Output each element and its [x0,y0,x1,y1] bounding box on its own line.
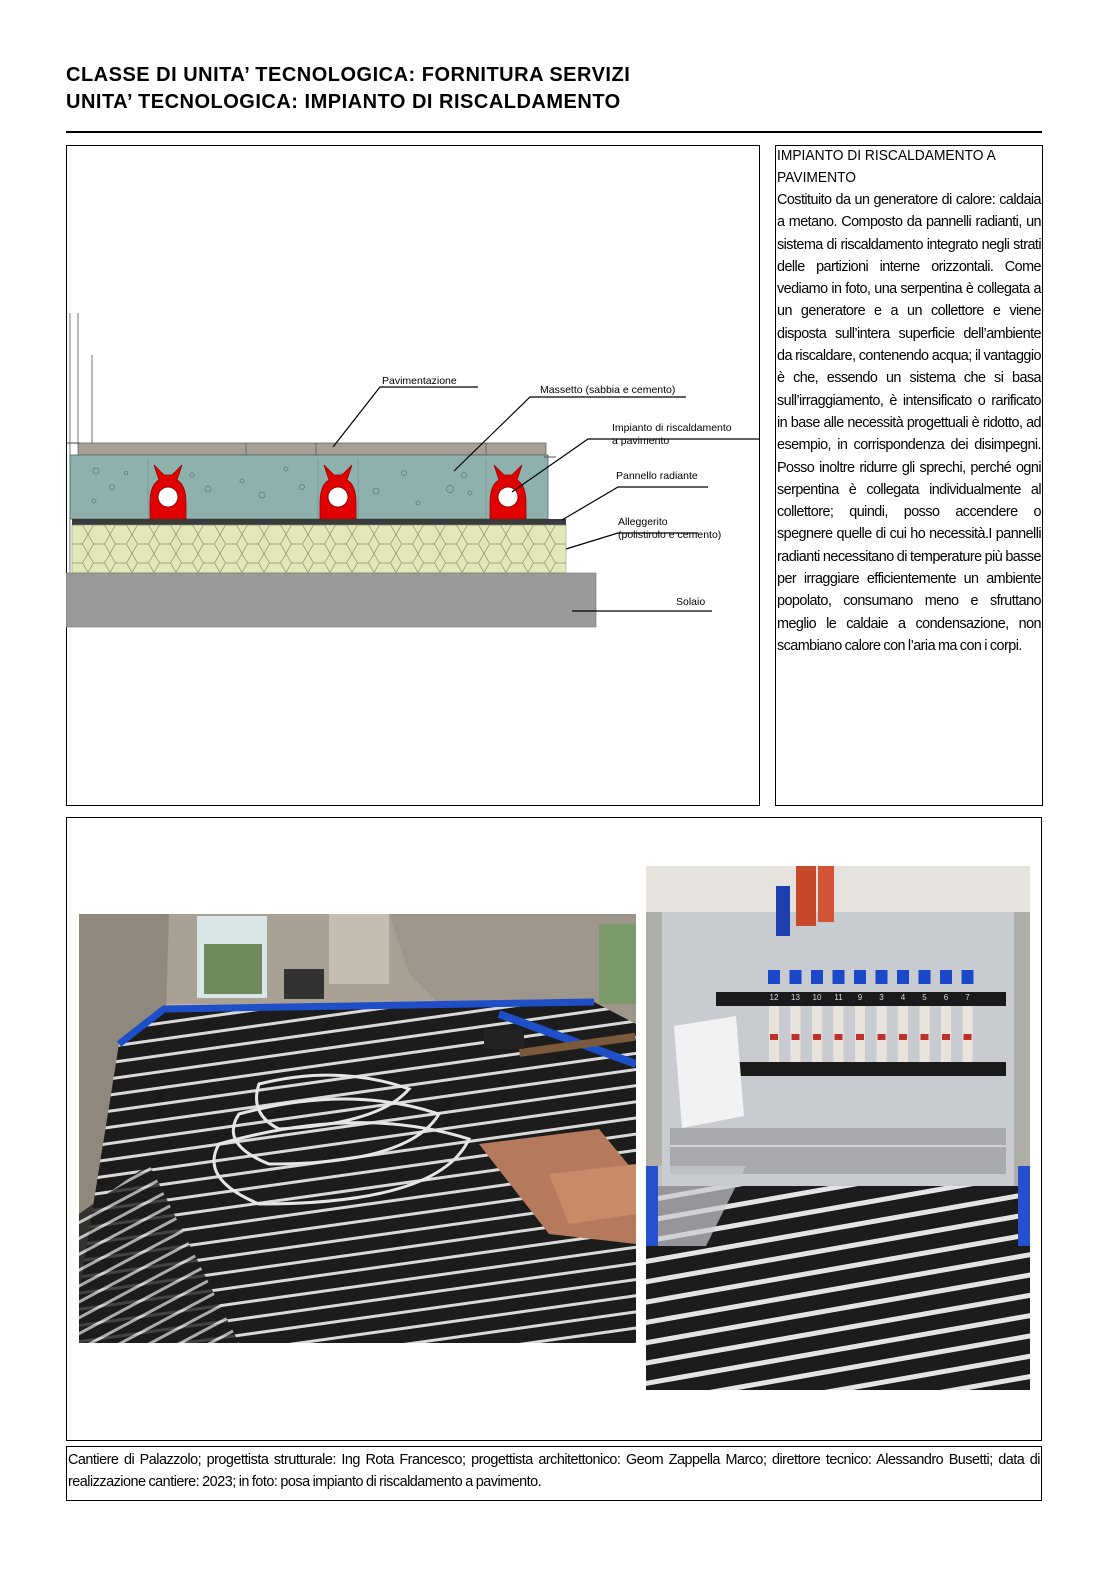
manifold-number: 5 [922,993,927,1002]
manifold-number: 4 [900,993,906,1002]
label-pannello: Pannello radiante [616,470,698,482]
valve-indicator [921,1034,929,1040]
manifold-number: 9 [857,993,863,1002]
screed-layer [70,455,548,519]
valve-indicator [942,1034,950,1040]
valve-indicator [770,1034,778,1040]
unit-class-heading: CLASSE DI UNITA’ TECNOLOGICA: FORNITURA SERVIZI [66,64,631,86]
valve-indicator [792,1034,800,1040]
manifold-number: 12 [769,993,779,1002]
valve-indicator [899,1034,907,1040]
description-body: Costituito da un generatore di calore: caldaia a metano. Composto da pannelli radianti, un sistema di riscaldamento integrato negli strati delle partizioni interne orizzontali. Come vediamo in foto, una serpentina è collegata a un generatore e a un collettore e viene disposta sull’intera superficie dell’ambiente da riscaldare, contenendo acqua; il vantaggio è che, essendo un sistema che si basa sull’irraggiamento, è intensificato o rarificato in base alle necessità progettuali è ridotto, ad esempio, in corrispondenza dei disimpegni. Posso inoltre ridurre gli sprechi, perché ogni serpentina è collegata individualmente al collettore; quindi, posso accendere o spegnere quelle di cui ho necessità.I pannelli radianti necessitano di temperature più basse per irraggiare efficientemente un ambiente popolato, consumano meno e sfruttano meglio le caldaie a condensazione, non scambiano calore con l’aria ma con i corpi. [777,192,1041,654]
photo-caption: Cantiere di Palazzolo; progettista strutturale: Ing Rota Francesco; progettista architettonico: Geom Zappella Marco; direttore tecnico: Alessandro Busetti; data di realizzazione cantiere: 2023; in foto: posa impianto di riscaldamento a pavimento. [68,1452,1040,1490]
valve-cap [811,970,823,984]
description-title: IMPIANTO DI RISCALDAMENTO A PAVIMENTO [777,147,996,186]
manifold-photo [646,866,1030,1390]
label-alleggerito-line2: (polistirolo e cemento) [618,529,722,541]
valve-indicator [878,1034,886,1040]
valve-cap [768,970,780,984]
header-rule [66,131,1042,133]
manifold-number: 3 [879,993,884,1002]
valve-cap [962,970,974,984]
slab-layer [66,573,596,627]
floor-section-diagram [66,145,760,806]
valve-indicator [835,1034,843,1040]
valve-cap [854,970,866,984]
manifold-number: 7 [965,993,970,1002]
valve-cap [833,970,845,984]
radiant-panel-layer [72,519,566,525]
manifold-number: 13 [791,993,800,1002]
valve-indicator [856,1034,864,1040]
valve-indicator [964,1034,972,1040]
valve-cap [940,970,952,984]
unit-heading: UNITA’ TECNOLOGICA: IMPIANTO DI RISCALDAMENTO [66,91,621,113]
label-solaio: Solaio [676,596,706,608]
manifold-number: 6 [943,993,949,1002]
label-pavimentazione: Pavimentazione [382,375,457,387]
valve-cap [790,970,802,984]
manifold-number: 10 [812,993,822,1002]
floor-heating-photo [79,914,636,1343]
label-massetto: Massetto (sabbia e cemento) [540,384,676,396]
label-impianto-line1: Impianto di riscaldamento [612,422,732,434]
label-alleggerito-line1: Alleggerito [618,516,668,528]
label-impianto-line2: a pavimento [612,435,670,447]
valve-cap [897,970,909,984]
valve-cap [876,970,888,984]
valve-cap [919,970,931,984]
manifold-number: 11 [834,993,843,1002]
valve-indicator [813,1034,821,1040]
